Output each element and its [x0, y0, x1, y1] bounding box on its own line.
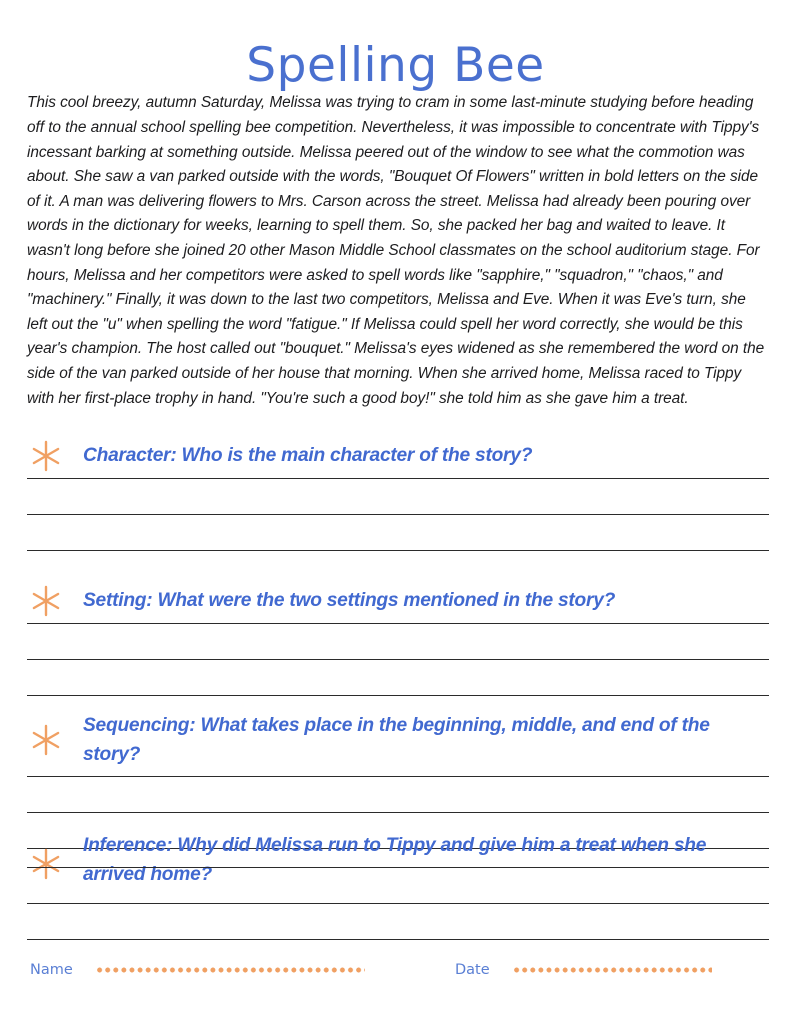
date-label: Date — [455, 962, 490, 978]
question-block-character — [27, 441, 769, 551]
question-heading-setting — [27, 586, 769, 616]
asterisk-icon — [29, 723, 63, 757]
story-passage: This cool breezy, autumn Saturday, Melissa was trying to cram in some last-minute studying before heading off to the annual school spelling bee competition. Nevertheless, it was impossible to concentrate with Tippy's incessant barking at something outside. Melissa peered out of the window to see what the commotion was about. She saw a van parked outside with the words, "Bouquet Of Flowers" written in bold letters on the side of it. A man was delivering flowers to Mrs. Carson across the street. Melissa had already been pouring over words in the dictionary for weeks, learning to spell them. So, she packed her bag and waited to leave. It wasn't long before she joined 20 other Mason Middle School classmates on the school auditorium stage. For hours, Melissa and her competitors were asked to spell words like "sapphire," "squadron," "chaos," and "machinery." Finally, it was down to the last two competitors, Melissa and Eve. When it was Eve's turn, she left out the "u" when spelling the word "fatigue." If Melissa could spell her word correctly, she would be this year's champion. The host called out "bouquet." Melissa's eyes widened as she remembered the word on the side of the van parked outside of her house that morning. When she arrived home, Melissa raced to Tippy with her first-place trophy in hand. "You're such a good boy!" she told him as she gave him a treat. — [27, 94, 765, 407]
asterisk-icon — [29, 584, 63, 618]
answer-line[interactable] — [27, 514, 769, 515]
question-heading-character — [27, 441, 769, 471]
answer-line[interactable] — [27, 550, 769, 551]
answer-lines-setting — [27, 623, 769, 696]
answer-lines-character — [27, 478, 769, 551]
name-dotted-line[interactable] — [97, 967, 365, 973]
answer-line[interactable] — [27, 695, 769, 696]
answer-line[interactable] — [27, 867, 769, 868]
asterisk-icon — [29, 439, 63, 473]
answer-line[interactable] — [27, 939, 769, 940]
page-title: Spelling Bee — [246, 38, 545, 94]
question-text-character: Character: Who is the main character of the story? — [83, 445, 533, 466]
question-heading-sequencing — [27, 711, 769, 769]
answer-line[interactable] — [27, 623, 769, 624]
name-field[interactable] — [30, 962, 365, 978]
question-text-inference: Inference: Why did Melissa run to Tippy and give him a treat when she arrived home? — [83, 835, 707, 885]
question-block-setting — [27, 586, 769, 696]
date-dotted-line[interactable] — [514, 967, 712, 973]
question-text-setting: Setting: What were the two settings mentioned in the story? — [83, 590, 616, 611]
question-block-sequencing — [27, 711, 769, 849]
question-text-sequencing: Sequencing: What takes place in the beginning, middle, and end of the story? — [83, 715, 710, 765]
name-label: Name — [30, 962, 73, 978]
answer-line[interactable] — [27, 776, 769, 777]
question-block-inference — [27, 831, 769, 940]
answer-line[interactable] — [27, 903, 769, 904]
date-field[interactable] — [455, 962, 712, 978]
footer — [0, 962, 791, 1002]
answer-line[interactable] — [27, 812, 769, 813]
answer-line[interactable] — [27, 478, 769, 479]
answer-lines-inference — [27, 867, 769, 940]
answer-line[interactable] — [27, 659, 769, 660]
